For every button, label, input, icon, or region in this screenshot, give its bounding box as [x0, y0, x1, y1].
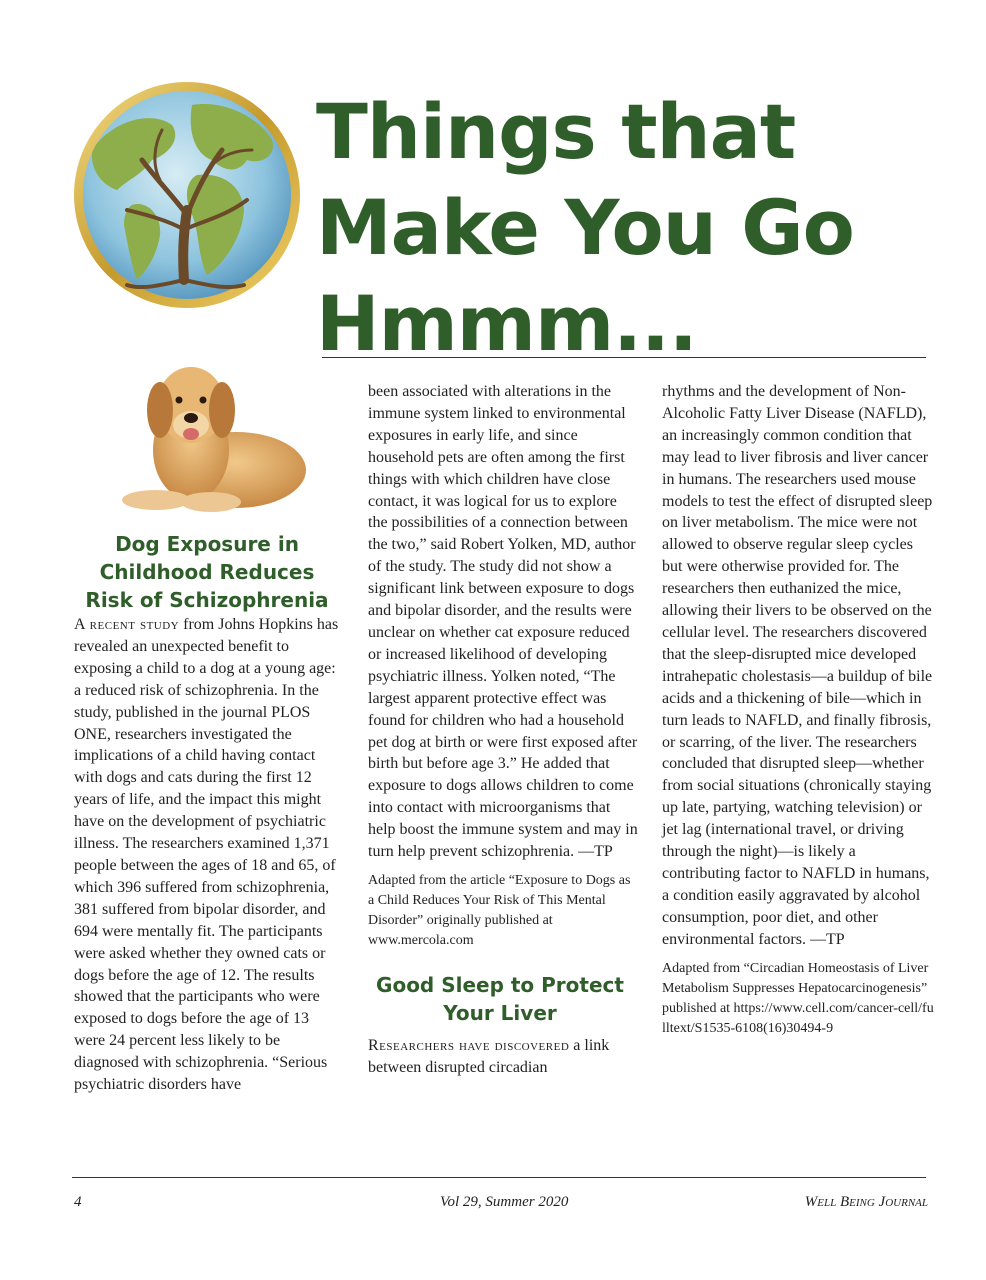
globe-tree-icon: [72, 80, 302, 310]
article-lead-dog: A recent study: [74, 616, 180, 633]
column-3: [662, 381, 934, 1039]
article-text-dog-col1: from Johns Hopkins has revealed an unexpected benefit to exposing a child to a dog at a young age: a reduced risk of schizophrenia. In the study, published in the journal PLOS ONE, researchers investigated the implications of a child having contact with dogs and cats during the first 12 years of life, and the impact this might have on the development of psychiatric illness. The researchers examined 1,371 people between the ages of 18 and 65, of which 396 suffered from schizophrenia, 381 suffered from bipolar disorder, and 694 were mentally fit. The participants were asked whether they owned cats or dogs before the age of 12. The results showed that the participants who were exposed to dogs before the age of 13 were 24 percent less likely to be diagnosed with schizophrenia. “Serious psychiatric disorders have: [74, 616, 339, 1094]
article-lead-sleep: Researchers have discovered: [368, 1036, 570, 1054]
article-text-dog-col2: been associated with alterations in the immune system linked to environmental exposures in early life, and since household pets are often among the first things with which children have close contact, it was logical for us to explore the possibilities of a connection between the two,” said Robert Yolken, MD, author of the study. The study did not show a significant link between exposure to dogs and bipolar disorder, and the results were unclear on whether cat exposure reduced or increased likelihood of developing psychiatric illness. Yolken noted, “The largest apparent protective effect was found for children who had a household pet dog at birth or were first exposed after birth but before age 3.” He added that exposure to dogs allows children to come into contact with microorganisms that help boost the immune system and may in turn help prevent schizophrenia. —TP: [368, 383, 638, 861]
article-headline-sleep: Good Sleep to Protect Your Liver: [376, 972, 624, 1025]
article-body-sleep-part1: [368, 1035, 640, 1079]
article-credit-dog: Adapted from the article “Exposure to Dogs as a Child Reduces Your Risk of This Mental Disorder” originally published at www.mercola.com: [368, 872, 631, 948]
issue-label: Vol 29, Summer 2020: [440, 1194, 569, 1210]
column-1: [74, 530, 344, 1096]
article-credit-sleep: Adapted from “Circadian Homeostasis of Liver Metabolism Suppresses Hepatocarcinogenesis” published at https://www.cell.com/cancer-cell/fulltext/S1535-6108(16)30494-9: [662, 960, 934, 1036]
article-text-sleep-col2: a link between disrupted circadian: [368, 1036, 610, 1076]
header-divider: [322, 357, 926, 358]
footer-divider: [72, 1177, 926, 1178]
publication-name: Well Being Journal: [804, 1194, 928, 1210]
article-text-sleep-col3: rhythms and the development of Non-Alcoholic Fatty Liver Disease (NAFLD), an increasingly common condition that may lead to liver fibrosis and liver cancer in humans. The researchers used mouse models to test the effect of disrupted sleep on liver metabolism. The mice were not allowed to observe regular sleep cycles but were otherwise provided for. The researchers then euthanized the mice, allowing their livers to be observed on the cellular level. The researchers discovered that the sleep-disrupted mice developed intrahepatic cholestasis—a buildup of bile acids and a thickening of bile—which in turn leads to NAFLD, and finally fibrosis, or scarring, of the liver. The researchers concluded that disrupted sleep—whether from social situations (chronically staying up late, partying, watching television) or jet lag (international travel, or driving through the night)—is likely a contributing factor to NAFLD in humans, a condition easily aggravated by alcohol consumption, poor diet, and other environmental factors. —TP: [662, 383, 933, 948]
page-title: Things that Make You Go Hmmm...: [316, 87, 854, 368]
golden-retriever-illustration: [86, 350, 316, 520]
article-body-dog-part1: [74, 614, 344, 1096]
article-headline-dog: Dog Exposure in Childhood Reduces Risk of Schizophrenia: [85, 532, 329, 612]
column-2: [368, 381, 640, 1079]
page-number: 4: [74, 1194, 82, 1210]
